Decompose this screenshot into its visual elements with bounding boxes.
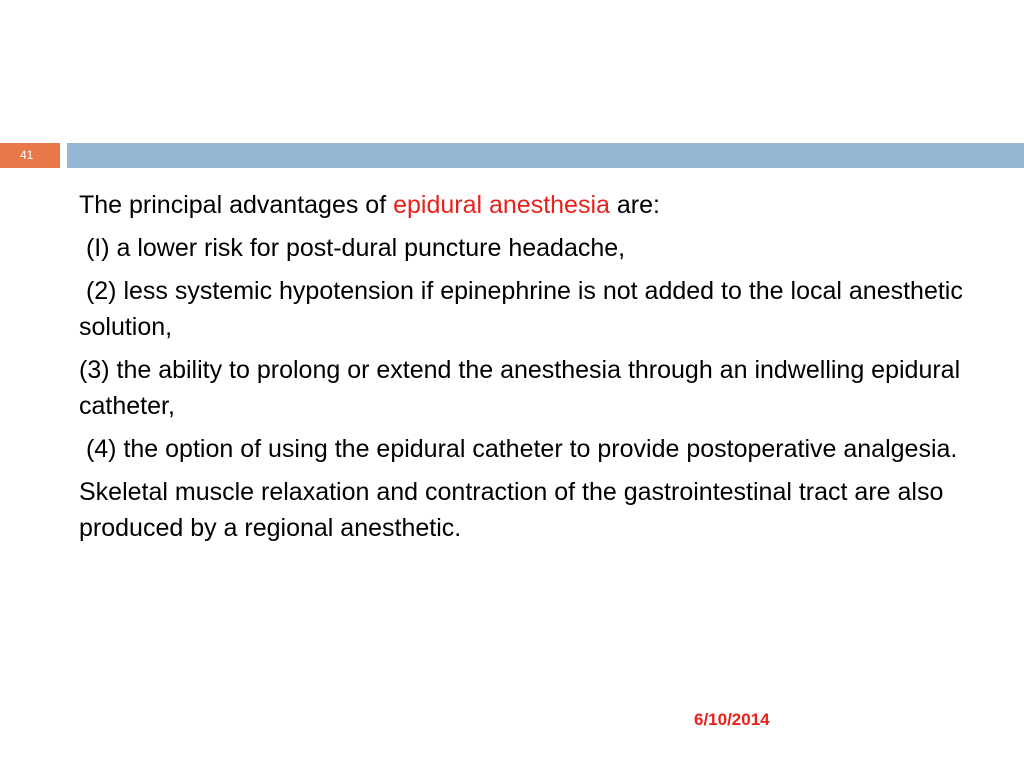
header-bar [67, 143, 1024, 168]
intro-text-after: are: [609, 191, 660, 219]
closing-paragraph: Skeletal muscle relaxation and contraction of the gastrointestinal tract are also produced by a regional anesthetic. [79, 478, 951, 542]
intro-text-before: The principal advantages of [79, 191, 394, 219]
advantage-item-3: (3) the ability to prolong or extend the anesthesia through an indwelling epidural catheter, [79, 356, 968, 420]
slide-date: 6/10/2014 [694, 710, 770, 729]
slide-number: 41 [20, 148, 34, 162]
slide-number-box [0, 143, 60, 168]
intro-paragraph [79, 187, 979, 223]
intro-highlight: epidural anesthesia [393, 191, 610, 219]
advantage-item-1: (I) a lower risk for post-dural puncture headache, [79, 234, 626, 262]
slide-content [79, 187, 979, 553]
advantage-item-4: (4) the option of using the epidural catheter to provide postoperative analgesia. [79, 435, 958, 463]
advantage-item-2: (2) less systemic hypotension if epinephrine is not added to the local anesthetic solution, [79, 277, 970, 341]
